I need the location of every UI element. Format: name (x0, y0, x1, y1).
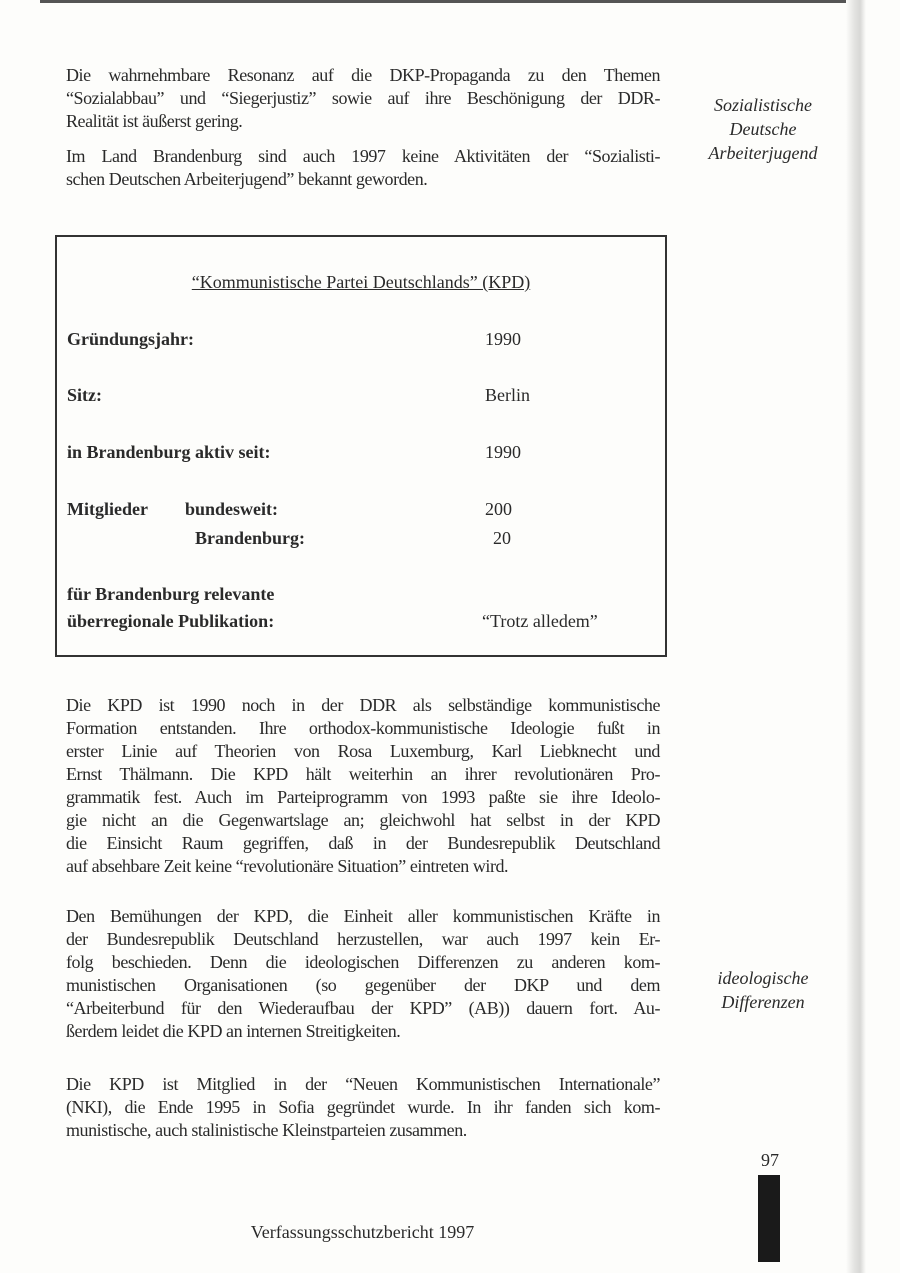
note-line: Deutsche (729, 119, 797, 139)
kpd-paragraph-1 (66, 694, 660, 878)
text-line: Ernst Thälmann. Die KPD hält weiterhin an ihrer revolutionären Pro- (66, 764, 660, 784)
note-line: Arbeiterjugend (708, 143, 818, 163)
text-line: Die KPD ist Mitglied in der “Neuen Kommunistischen Internationale” (66, 1074, 660, 1094)
seat-value: Berlin (485, 385, 530, 405)
note-line: Sozialistische (714, 95, 812, 115)
text-line: der Bundesrepublik Deutschland herzustellen, war auch 1997 kein Er- (66, 929, 660, 949)
federal-label: bundesweit: (185, 499, 279, 519)
text-line: “Sozialabbau” und “Siegerjustiz” sowie auf ihre Beschönigung der DDR- (66, 88, 660, 108)
text-line: munistische, auch stalinistische Kleinstparteien zusammen. (66, 1120, 467, 1140)
text-line: grammatik fest. Auch im Parteiprogramm von 1993 paßte sie ihre Ideolo- (66, 787, 660, 807)
active-label: in Brandenburg aktiv seit: (67, 442, 271, 462)
text-line: Die wahrnehmbare Resonanz auf die DKP-Propaganda zu den Themen (66, 65, 660, 85)
margin-note-ideologie (688, 966, 838, 1014)
intro-paragraph (66, 64, 660, 133)
publication-label-1: für Brandenburg relevante (67, 584, 275, 604)
text-line: Im Land Brandenburg sind auch 1997 keine Aktivitäten der “Sozialisti- (66, 146, 660, 166)
brandenburg-label: Brandenburg: (194, 528, 305, 548)
members-label: Mitglieder (67, 499, 148, 519)
scan-edge-shadow (846, 0, 866, 1273)
text-line: auf absehbare Zeit keine “revolutionäre Situation” eintreten wird. (66, 856, 509, 876)
kpd-paragraph-2 (66, 905, 660, 1043)
kpd-paragraph-3 (66, 1073, 660, 1142)
text-line: munistischen Organisationen (so gegenüber der DKP und dem (66, 975, 660, 995)
text-line: schen Deutschen Arbeiterjugend” bekannt geworden. (66, 169, 428, 189)
text-line: Formation entstanden. Ihre orthodox-kommunistische Ideologie fußt in (66, 718, 660, 738)
margin-note-sdaj (688, 93, 838, 165)
text-line: Realität ist äußerst gering. (66, 111, 243, 131)
kpd-info-box (55, 235, 667, 657)
text-line: “Arbeiterbund für den Wiederaufbau der KPD” (AB)) dauern fort. Au- (66, 998, 660, 1018)
text-line: ßerdem leidet die KPD an internen Streitigkeiten. (66, 1021, 401, 1041)
founded-label: Gründungsjahr: (67, 329, 195, 349)
sdaj-paragraph (66, 145, 660, 191)
note-line: Differenzen (721, 992, 805, 1012)
brandenburg-value: 20 (493, 528, 511, 548)
text-line: Die KPD ist 1990 noch in der DDR als selbständige kommunistische (66, 695, 660, 715)
text-line: gie nicht an die Gegenwartslage an; gleichwohl hat selbst in der KPD (66, 810, 660, 830)
publication-label-2: überregionale Publikation: (67, 611, 275, 631)
thumb-index-bar (758, 1175, 780, 1262)
top-rule (40, 0, 850, 3)
box-title: “Kommunistische Partei Deutschlands” (KPD) (191, 272, 531, 292)
page-number: 97 (761, 1150, 779, 1170)
active-value: 1990 (485, 442, 521, 462)
federal-value: 200 (485, 499, 512, 519)
page-footer: Verfassungsschutzbericht 1997 (250, 1222, 475, 1242)
text-line: die Einsicht Raum gegriffen, daß in der Bundesrepublik Deutschland (66, 833, 660, 853)
publication-value: “Trotz alledem” (482, 611, 598, 631)
note-line: ideologische (717, 968, 809, 988)
text-line: Den Bemühungen der KPD, die Einheit aller kommunistischen Kräfte in (66, 906, 660, 926)
text-line: (NKI), die Ende 1995 in Sofia gegründet wurde. In ihr fanden sich kom- (66, 1097, 660, 1117)
text-line: erster Linie auf Theorien von Rosa Luxemburg, Karl Liebknecht und (66, 741, 660, 761)
seat-label: Sitz: (67, 385, 102, 405)
text-line: folg beschieden. Denn die ideologischen Differenzen zu anderen kom- (66, 952, 660, 972)
founded-value: 1990 (485, 329, 521, 349)
